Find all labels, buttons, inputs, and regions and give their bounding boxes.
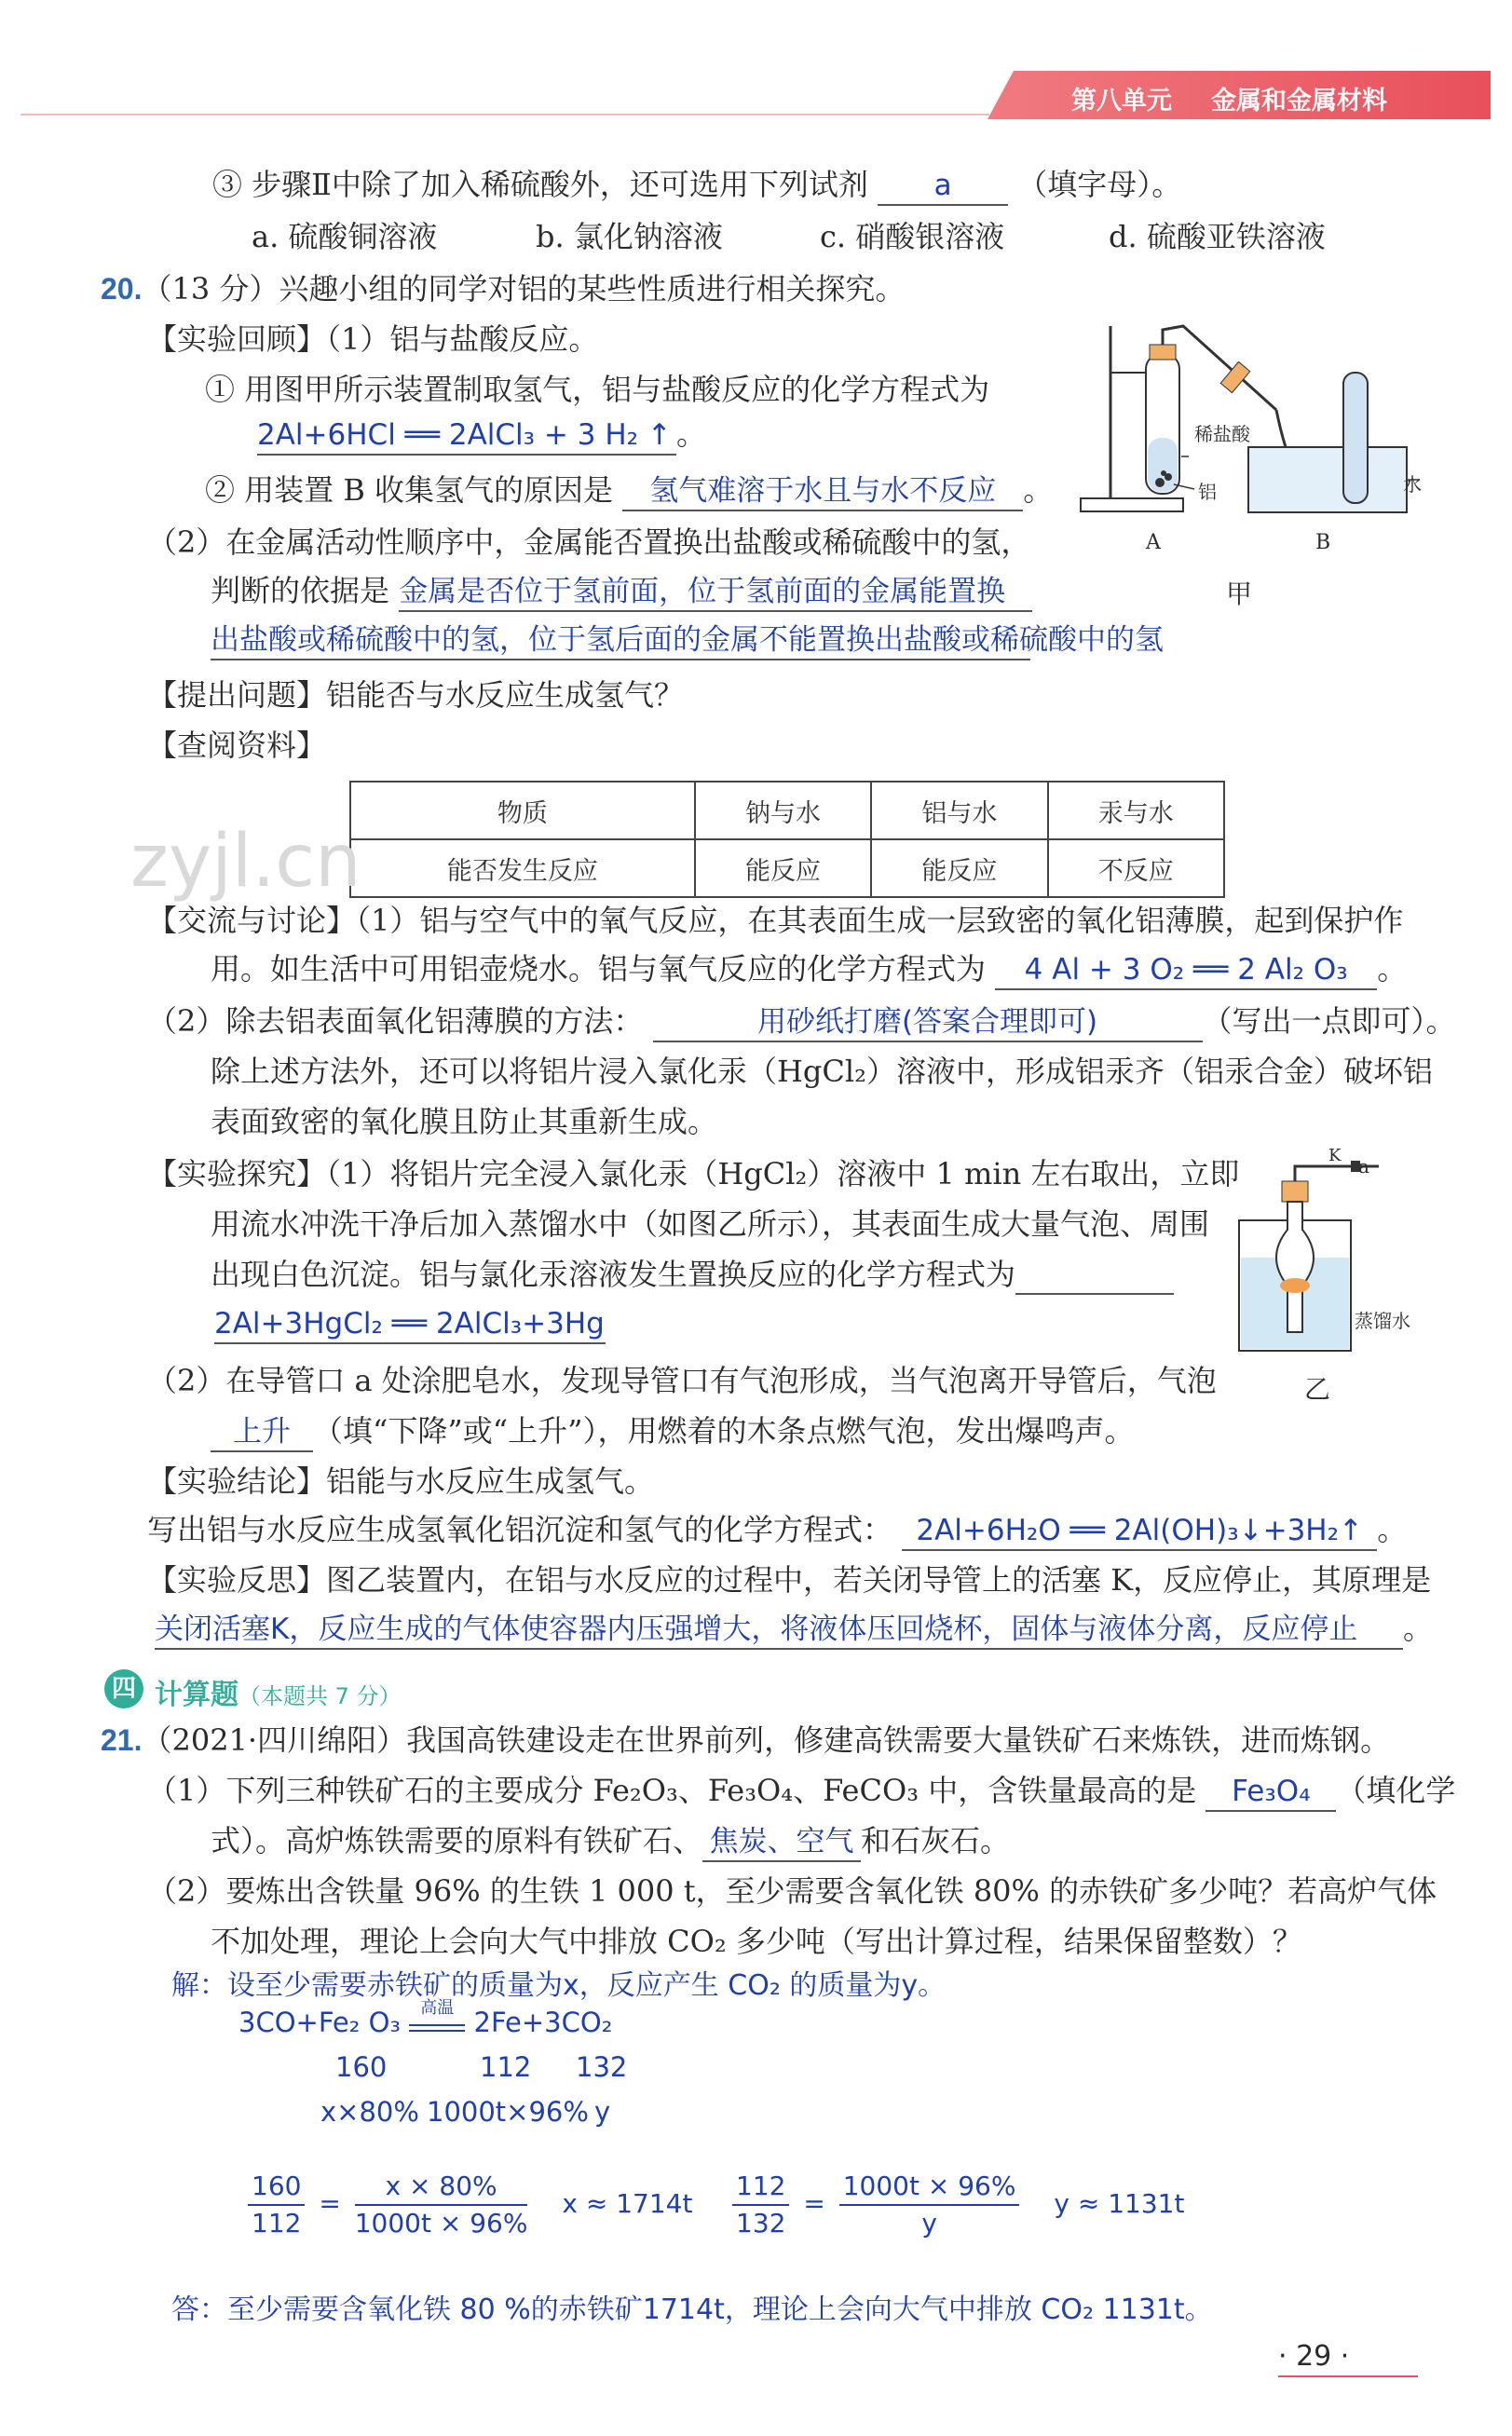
header-unit: 第八单元	[1071, 87, 1172, 116]
fig-yi-caption: 乙	[1304, 1374, 1331, 1405]
q20-exp3-answer-line	[214, 1304, 606, 1344]
q19-suffix: （填字母）。	[1017, 167, 1182, 202]
q21-p2-line	[211, 1822, 1010, 1862]
frac1-den: 112	[252, 2208, 302, 2239]
q20-refl-answer-line	[155, 1610, 1433, 1650]
q20-r2-line	[205, 471, 1053, 511]
q21-p3: （2）要炼出含铁量 96% 的生铁 1 000 t，至少需要含氧化铁 80% 的赤铁矿多少吨？若高炉气体	[147, 1873, 1437, 1909]
frac1-den2: 1000t × 96%	[354, 2208, 528, 2239]
q20-disc2-line	[211, 950, 1407, 990]
proportion-1: $\frac{160}{112}$ = $\frac{x \times 80\%}{1000t \times 96\%}$ x ≈ 1714t	[248, 2169, 692, 2241]
page-number-underline	[1278, 2375, 1418, 2377]
fig-yi-label-K: K	[1328, 1146, 1342, 1165]
eq-left: 3CO+Fe₂ O₃	[238, 2007, 402, 2038]
q20-concl2-answer: 2Al+6H₂O ══ 2Al(OH)₃↓+3H₂↑	[902, 1512, 1377, 1551]
q21-p1-answer: Fe₃O₄	[1206, 1773, 1336, 1812]
q20-exp2: 用流水冲洗干净后加入蒸馏水中（如图乙所示），其表面生成大量气泡、周围	[211, 1206, 1210, 1242]
q20-disc2-answer: 4 Al + 3 O₂ ══ 2 Al₂ O₃	[995, 951, 1377, 990]
q20-exp4-answer: 上升	[211, 1413, 313, 1452]
given-1000t: 1000t×96%	[427, 2096, 589, 2128]
q21-p2-end: 和石灰石。	[861, 1823, 1011, 1858]
q20-question-head: 【提出问题】铝能否与水反应生成氢气？	[147, 677, 685, 713]
fig-jia-label-A: A	[1146, 531, 1161, 554]
q20-exp3-line	[211, 1256, 1174, 1295]
q21-p2-answer: 焦炭、空气	[702, 1823, 861, 1862]
eq-right: 2Fe+3CO₂	[473, 2007, 613, 2038]
q20-concl2-end: 。	[1377, 1512, 1408, 1547]
mass-132: 132	[576, 2051, 628, 2083]
given-x: x×80%	[320, 2096, 419, 2128]
q20-disc2: 用。如生活中可用铝壶烧水。铝与氧气反应的化学方程式为	[211, 951, 987, 987]
q21-intro: （2021·四川绵阳）我国高铁建设走在世界前列，修建高铁需要大量铁矿石来炼铁，进而炼钢。	[142, 1722, 1391, 1758]
q20-r3a: （2）在金属活动性顺序中，金属能否置换出盐酸或稀硫酸中的氢，	[147, 524, 1031, 560]
q20-exp3-blank	[1015, 1256, 1174, 1295]
table-row	[350, 782, 1224, 839]
proportion-2: $\frac{112}{132}$ = $\frac{1000t \times 96\%}{y}$ y ≈ 1131t	[732, 2169, 1184, 2241]
section-note: （本题共 7 分）	[238, 1683, 402, 1709]
q20-exp4-end: （填“下降”或“上升”），用燃着的木条点燃气泡，发出爆鸣声。	[313, 1413, 1135, 1449]
q20-exp4: （2）在导管口 a 处涂肥皂水，发现导管口有气泡形成，当气泡离开导管后，气泡	[147, 1363, 1217, 1398]
mass-160: 160	[335, 2051, 388, 2083]
frac1-num2: x × 80%	[355, 2169, 528, 2206]
fig-jia-label-acid: 稀盐酸	[1194, 423, 1250, 445]
table-cell: 不反应	[1048, 839, 1224, 897]
q20-concl2-line	[147, 1511, 1407, 1551]
q20-refl-end: 。	[1403, 1611, 1434, 1646]
q20-number: 20.	[101, 272, 143, 306]
q20-r2-end: 。	[1023, 472, 1054, 508]
q20-exp3-answer: 2Al+3HgCl₂ ══ 2AlCl₃+3Hg	[214, 1305, 606, 1344]
watermark: zyjl.cn	[130, 820, 361, 904]
frac1-result: x ≈ 1714t	[562, 2188, 693, 2219]
q19-option-a: a. 硫酸铜溶液	[252, 219, 438, 254]
table-cell: 能反应	[871, 839, 1047, 897]
q20-ref-head: 【查阅资料】	[147, 728, 327, 763]
q20-exp1: 【实验探究】（1）将铝片完全浸入氯化汞（HgCl₂）溶液中 1 min 左右取出，立即	[147, 1156, 1240, 1191]
q20-intro-line	[101, 270, 905, 307]
q21-p1-end: （填化学	[1336, 1773, 1456, 1808]
q20-refl: 【实验反思】图乙装置内，在铝与水反应的过程中，若关闭导管上的活塞 K，反应停止，其原理是	[147, 1562, 1432, 1598]
frac2-num2: 1000t × 96%	[839, 2169, 1020, 2206]
q20-r2: ② 用装置 B 收集氢气的原因是	[205, 472, 614, 508]
q20-r1-end: 。	[676, 416, 707, 452]
table-cell: 能否发生反应	[350, 839, 695, 897]
section-title: 计算题	[155, 1679, 238, 1711]
q20-exp3: 出现白色沉淀。铝与氯化汞溶液发生置换反应的化学方程式为	[211, 1257, 1016, 1292]
q19-option-c: c. 硝酸银溶液	[820, 219, 1005, 254]
frac2-result: y ≈ 1131t	[1054, 2188, 1185, 2219]
frac1-num: 160	[248, 2169, 305, 2206]
q20-r3b: 判断的依据是	[211, 573, 390, 608]
fig-yi-label-water: 蒸馏水	[1355, 1310, 1410, 1332]
q20-r3b-line	[211, 572, 1032, 612]
q19-prefix: ③ 步骤Ⅱ中除了加入稀硫酸外，还可选用下列试剂	[212, 167, 868, 202]
q20-disc3: （2）除去铝表面氧化铝薄膜的方法：	[147, 1003, 644, 1039]
q20-r2-answer: 氢气难溶于水且与水不反应	[622, 472, 1023, 511]
q20-disc1: 【交流与讨论】（1）铝与空气中的氧气反应，在其表面生成一层致密的氧化铝薄膜，起到保护作	[147, 903, 1404, 938]
q20-disc3-end: （写出一点即可）。	[1202, 1003, 1456, 1039]
q20-concl: 【实验结论】铝能与水反应生成氢气。	[147, 1463, 655, 1499]
table-header-cell: 汞与水	[1048, 782, 1224, 839]
fig-jia-label-B: B	[1315, 531, 1331, 554]
table-header-cell: 物质	[350, 782, 695, 839]
frac2-den: 132	[736, 2208, 786, 2239]
q19-option-b: b. 氯化钠溶液	[536, 219, 723, 254]
given-y: y	[594, 2096, 611, 2128]
table-header-cell: 铝与水	[871, 782, 1047, 839]
q21-p2a: 式）。高炉炼铁需要的原料有铁矿石、	[211, 1823, 703, 1858]
header-rule	[20, 114, 989, 116]
q20-r1-answer-line	[257, 415, 706, 456]
q20-r3-answer2-line	[211, 620, 1164, 660]
q20-concl2: 写出铝与水反应生成氢氧化铝沉淀和氢气的化学方程式：	[147, 1512, 893, 1547]
q20-refl-answer: 关闭活塞K，反应生成的气体使容器内压强增大，将液体压回烧杯，固体与液体分离，反应停止	[155, 1611, 1403, 1650]
fig-jia-label-water: 水	[1403, 473, 1422, 496]
page-number: · 29 ·	[1278, 2340, 1350, 2373]
q21-final-answer: 答：至少需要含氧化铁 80 %的赤铁矿1714t，理论上会向大气中排放 CO₂ 1131t。	[171, 2293, 1213, 2326]
fig-jia-caption: 甲	[1226, 578, 1253, 609]
table-cell: 能反应	[695, 839, 871, 897]
table-header-cell: 钠与水	[695, 782, 871, 839]
q20-disc3-line	[147, 1002, 1456, 1042]
q20-r1: ① 用图甲所示装置制取氢气，铝与盐酸反应的化学方程式为	[205, 372, 990, 407]
table-row	[350, 839, 1224, 897]
q21-intro-line	[101, 1722, 1390, 1759]
q19-line	[212, 166, 1181, 206]
q21-p1-line	[147, 1772, 1455, 1812]
q21-solution-intro: 解：设至少需要赤铁矿的质量为x，反应产生 CO₂ 的质量为y。	[171, 1969, 947, 2002]
q20-disc3-answer: 用砂纸打磨(答案合理即可)	[653, 1003, 1203, 1042]
mass-112: 112	[480, 2051, 532, 2083]
q19-answer: a	[878, 167, 1008, 206]
q21-equation	[238, 1998, 613, 2038]
q21-p4: 不加处理，理论上会向大气中排放 CO₂ 多少吨（写出计算过程，结果保留整数）？	[211, 1924, 1302, 1959]
q21-number: 21.	[101, 1723, 143, 1757]
fig-jia-label-al: 铝	[1198, 481, 1217, 503]
q20-r3-answer2: 出盐酸或稀硫酸中的氢，位于氢后面的金属不能置换出盐酸或稀硫酸中的氢	[211, 621, 1030, 660]
q19-option-d: d. 硫酸亚铁溶液	[1109, 219, 1326, 254]
frac2-den2: y	[921, 2208, 937, 2239]
header-title: 金属和金属材料	[1211, 87, 1387, 116]
q20-intro: （13 分）兴趣小组的同学对铝的某些性质进行相关探究。	[142, 271, 906, 306]
q20-disc5: 表面致密的氧化膜且防止其重新生成。	[211, 1104, 718, 1139]
q21-p1: （1）下列三种铁矿石的主要成分 Fe₂O₃、Fe₃O₄、FeCO₃ 中，含铁量最高的是	[147, 1773, 1197, 1808]
q20-review-head: 【实验回顾】（1）铝与盐酸反应。	[147, 321, 599, 357]
eq-condition: 高温	[420, 1998, 455, 2018]
reference-table	[349, 781, 1225, 898]
q20-r3-answer1: 金属是否位于氢前面，位于氢前面的金属能置换	[399, 573, 1032, 612]
fig-yi-label-a: a	[1358, 1155, 1369, 1177]
section-badge: 四	[104, 1669, 143, 1708]
q20-exp4-answer-line	[211, 1412, 1134, 1452]
q20-r1-answer: 2Al+6HCl ══ 2AlCl₃ + 3 H₂ ↑	[257, 416, 676, 456]
eq-arrow	[409, 1998, 465, 2032]
frac2-num: 112	[732, 2169, 789, 2206]
q20-disc4: 除上述方法外，还可以将铝片浸入氯化汞（HgCl₂）溶液中，形成铝汞齐（铝汞合金）破坏铝	[211, 1054, 1433, 1089]
section-title-line	[155, 1671, 402, 1712]
q20-disc2-end: 。	[1377, 951, 1408, 987]
